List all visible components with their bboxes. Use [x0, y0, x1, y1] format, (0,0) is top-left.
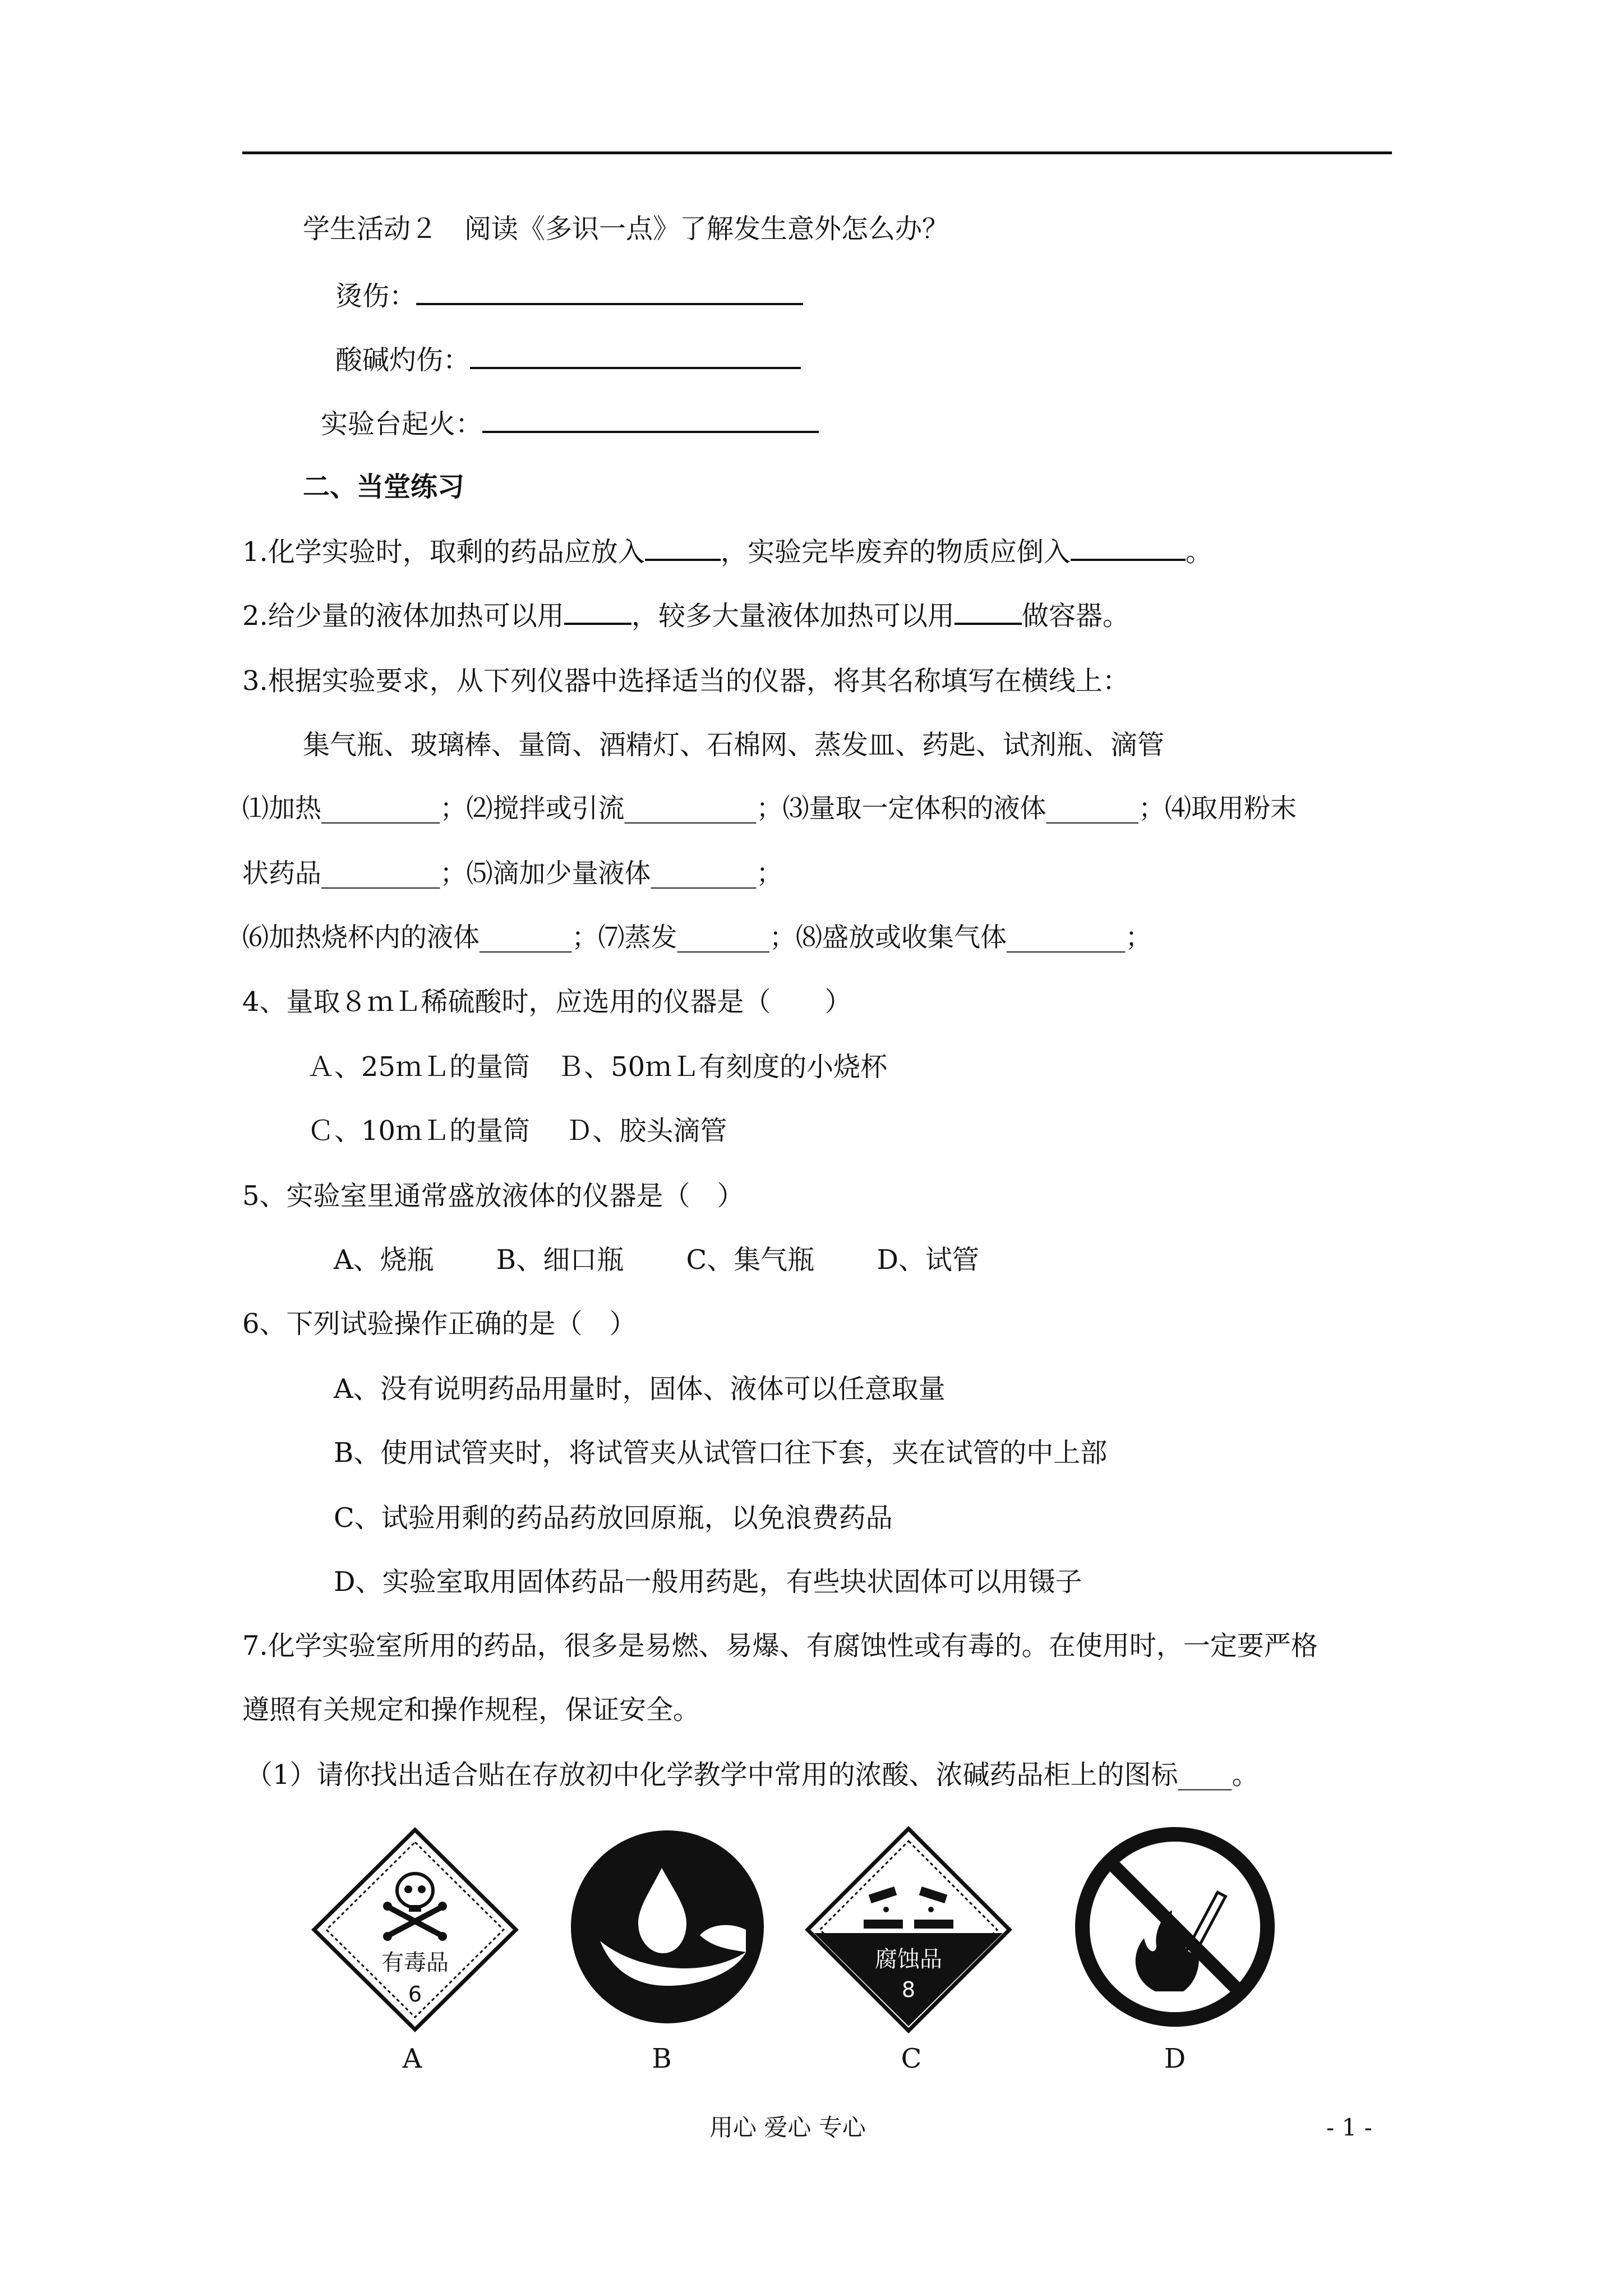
question-4-options-row-2: Ｃ、10ｍＬ的量筒 Ｄ、胶头滴管: [307, 1115, 727, 1147]
page-number: - 1 -: [1326, 2114, 1372, 2141]
question-2: [242, 599, 1129, 633]
no-fire-sign-icon: [1071, 1823, 1279, 2036]
question-6-option-d: D、实验室取用固体药品一般用药匙，有些块状固体可以用镊子: [334, 1566, 1082, 1598]
question-7-line-2: 遵照有关规定和操作规程，保证安全。: [242, 1694, 700, 1726]
corrosive-sign-icon: [802, 1823, 1015, 2036]
q1-blank-1[interactable]: [645, 536, 721, 561]
q2-text-a: 2.给少量的液体加热可以用: [242, 600, 564, 632]
toxic-sign-text: 有毒品: [381, 1950, 449, 1976]
toxic-sign-icon: [306, 1823, 524, 2036]
toxic-sign-number: 6: [408, 1982, 422, 2007]
q2-blank-2[interactable]: [955, 600, 1022, 625]
question-3-line-2: 状药品_________；⑸滴加少量液体________；: [242, 858, 783, 889]
footer-motto: 用心 爱心 专心: [709, 2114, 866, 2141]
question-1: [242, 535, 1212, 569]
icon-label-d: D: [1164, 2043, 1186, 2074]
question-4-options-row-1: Ａ、25ｍＬ的量筒 Ｂ、50ｍＬ有刻度的小烧杯: [307, 1051, 888, 1083]
question-3-line-3: ⑹加热烧杯内的液体_______；⑺蒸发_______；⑻盛放或收集气体_________；: [242, 922, 1152, 953]
question-6-option-c: C、试验用剩的药品药放回原瓶，以免浪费药品: [334, 1502, 893, 1534]
fire-item: [321, 407, 819, 441]
activity-title: 学生活动２ 阅读《多识一点》了解发生意外怎么办？: [303, 213, 949, 245]
question-6-stem: 6、下列试验操作正确的是（ ）: [242, 1308, 637, 1340]
icon-label-a: A: [402, 2043, 422, 2074]
question-7-sub-1: （1）请你找出适合贴在存放初中化学教学中常用的浓酸、浓碱药品柜上的图标____。: [246, 1759, 1259, 1791]
question-6-option-b: B、使用试管夹时，将试管夹从试管口往下套，夹在试管的中上部: [334, 1437, 1108, 1469]
q1-text-b: ，实验完毕废弃的物质应倒入: [720, 536, 1071, 568]
question-5-stem: 5、实验室里通常盛放液体的仪器是（ ）: [242, 1180, 744, 1212]
q2-blank-1[interactable]: [564, 600, 631, 625]
acid-answer-blank[interactable]: [470, 344, 801, 369]
question-3-options: 集气瓶、玻璃棒、量筒、酒精灯、石棉网、蒸发皿、药匙、试剂瓶、滴管: [303, 729, 1165, 761]
question-5-options: A、烧瓶 B、细口瓶 C、集气瓶 D、试管: [334, 1244, 979, 1276]
q2-text-c: 做容器。: [1021, 600, 1129, 632]
hazard-icons-row: [0, 1823, 1623, 2076]
acid-label: 酸碱灼伤：: [335, 344, 471, 376]
q1-blank-2[interactable]: [1071, 536, 1186, 561]
question-4-stem: 4、量取８ｍＬ稀硫酸时，应选用的仪器是（ ）: [242, 986, 852, 1018]
icon-label-b: B: [652, 2043, 672, 2074]
burn-item: [335, 279, 803, 313]
question-7-line-1: 7.化学实验室所用的药品，很多是易燃、易爆、有腐蚀性或有毒的。在使用时，一定要严格: [242, 1630, 1318, 1662]
fire-answer-blank[interactable]: [482, 408, 819, 433]
question-6-option-a: A、没有说明药品用量时，固体、液体可以任意取量: [334, 1373, 946, 1405]
acid-item: [335, 343, 801, 377]
corrosive-sign-text: 腐蚀品: [875, 1947, 942, 1972]
question-3-line-1: ⑴加热_________；⑵搅拌或引流__________；⑶量取一定体积的液体_______；⑷取用粉末: [242, 793, 1297, 824]
section-title: 二、当堂练习: [303, 471, 465, 503]
fire-label: 实验台起火：: [321, 408, 483, 440]
header-rule: [242, 151, 1392, 154]
corrosive-sign-number: 8: [901, 1977, 916, 2002]
q2-text-b: ，较多大量液体加热可以用: [631, 600, 955, 632]
burn-label: 烫伤：: [335, 280, 417, 312]
water-drop-sign-icon: [566, 1823, 768, 2036]
q1-text-a: 1.化学实验时，取剩的药品应放入: [242, 536, 645, 568]
q1-text-c: 。: [1185, 536, 1212, 568]
question-3-stem: 3.根据实验要求，从下列仪器中选择适当的仪器，将其名称填写在横线上：: [242, 665, 1129, 697]
burn-answer-blank[interactable]: [416, 280, 803, 305]
icon-label-c: C: [901, 2043, 922, 2074]
